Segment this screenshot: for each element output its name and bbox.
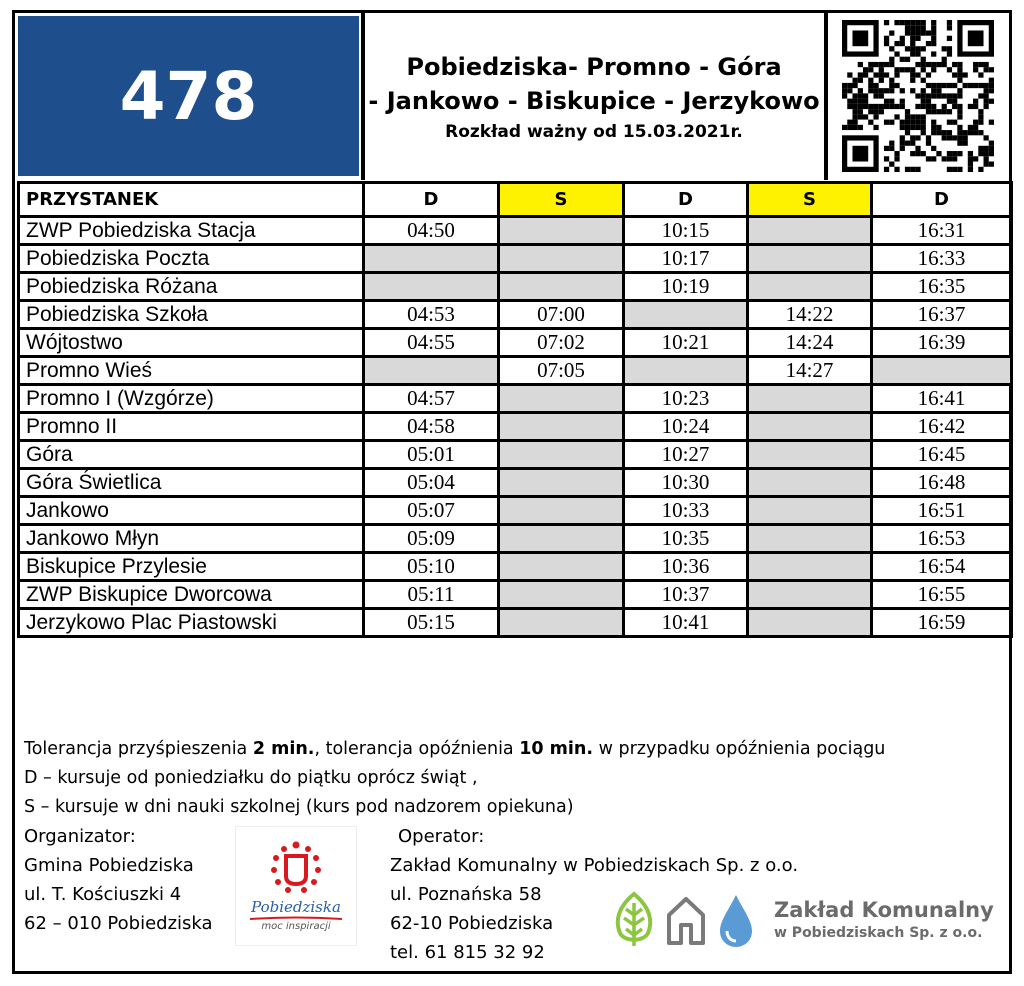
zaklad-komunalny-line2: w Pobiedziskach Sp. z o.o. [774,925,983,941]
organizer-street: ul. T. Kościuszki 4 [24,884,182,905]
course-column-header: D [364,183,499,217]
empty-time-cell [872,357,1012,385]
departure-time: 16:51 [872,497,1012,525]
operator-street: ul. Poznańska 58 [390,884,542,905]
tolerance-text: w przypadku opóźnienia pociągu [593,739,886,759]
organizer-block [24,822,213,938]
timetable-row [19,525,1012,553]
empty-time-cell [748,441,872,469]
departure-time: 04:55 [364,329,499,357]
departure-time: 10:17 [624,245,748,273]
timetable-header-row [19,183,1012,217]
stop-column-header: PRZYSTANEK [19,183,364,217]
pobiedziska-logo [235,826,357,946]
empty-time-cell [364,273,499,301]
empty-time-cell [624,301,748,329]
empty-time-cell [748,469,872,497]
departure-time: 04:57 [364,385,499,413]
stop-name: Promno I (Wzgórze) [19,385,364,413]
timetable-row [19,385,1012,413]
departure-time: 10:30 [624,469,748,497]
departure-time: 16:54 [872,553,1012,581]
route-title-line1: Pobiedziska- Promno - Góra [406,53,782,81]
departure-time: 16:35 [872,273,1012,301]
legend-s: S – kursuje w dni nauki szkolnej (kurs pod nadzorem opiekuna) [24,797,574,817]
empty-time-cell [499,245,624,273]
departure-time: 05:01 [364,441,499,469]
stop-name: Jankowo [19,497,364,525]
departure-time: 14:27 [748,357,872,385]
stop-name: Pobiedziska Poczta [19,245,364,273]
departure-time: 16:42 [872,413,1012,441]
departure-time: 10:23 [624,385,748,413]
timetable-row [19,357,1012,385]
stop-name: Wójtostwo [19,329,364,357]
stop-name: Promno Wieś [19,357,364,385]
departure-time: 05:10 [364,553,499,581]
empty-time-cell [499,553,624,581]
empty-time-cell [499,497,624,525]
departure-time: 16:33 [872,245,1012,273]
departure-time: 07:02 [499,329,624,357]
timetable-row [19,273,1012,301]
empty-time-cell [748,273,872,301]
departure-time: 14:24 [748,329,872,357]
timetable-row [19,245,1012,273]
departure-time: 04:53 [364,301,499,329]
departure-time: 05:07 [364,497,499,525]
timetable-row [19,469,1012,497]
empty-time-cell [748,497,872,525]
departure-time: 16:31 [872,217,1012,245]
zaklad-komunalny-logo [612,885,1002,955]
validity-date: Rozkład ważny od 15.03.2021r. [445,122,743,142]
empty-time-cell [748,553,872,581]
departure-time: 10:15 [624,217,748,245]
empty-time-cell [499,273,624,301]
departure-time: 16:37 [872,301,1012,329]
route-number-box [18,16,359,176]
tolerance-text: , tolerancja opóźnienia [314,739,520,759]
leaf-icon [612,891,656,949]
departure-time: 04:50 [364,217,499,245]
legend-d: D – kursuje od poniedziałku do piątku oprócz świąt , [24,768,478,788]
departure-time: 10:36 [624,553,748,581]
header-divider [824,10,828,180]
house-icon [664,891,708,949]
empty-time-cell [499,609,624,637]
stop-name: Pobiedziska Szkoła [19,301,364,329]
empty-time-cell [748,525,872,553]
departure-time: 16:53 [872,525,1012,553]
course-column-header: S [499,183,624,217]
route-number: 478 [119,57,258,135]
departure-time: 16:45 [872,441,1012,469]
route-title [366,16,822,176]
empty-time-cell [624,357,748,385]
departure-time: 16:41 [872,385,1012,413]
departure-time: 05:09 [364,525,499,553]
stop-name: Jerzykowo Plac Piastowski [19,609,364,637]
departure-time: 10:33 [624,497,748,525]
departure-time: 10:27 [624,441,748,469]
timetable-row [19,609,1012,637]
timetable-row [19,441,1012,469]
timetable-row [19,301,1012,329]
empty-time-cell [499,581,624,609]
course-column-header: D [624,183,748,217]
timetable-row [19,553,1012,581]
water-drop-icon [716,891,756,949]
empty-time-cell [499,413,624,441]
empty-time-cell [364,245,499,273]
stop-name: Góra [19,441,364,469]
departure-time: 16:39 [872,329,1012,357]
course-column-header: D [872,183,1012,217]
qr-code-icon [829,16,1007,176]
notes [24,735,1004,822]
departure-time: 16:55 [872,581,1012,609]
stop-name: ZWP Pobiedziska Stacja [19,217,364,245]
pobiedziska-emblem-icon [266,840,326,896]
timetable-row [19,329,1012,357]
departure-time: 16:48 [872,469,1012,497]
timetable-row [19,217,1012,245]
empty-time-cell [748,581,872,609]
empty-time-cell [499,525,624,553]
organizer-name: Gmina Pobiedziska [24,855,194,876]
route-title-line2: - Jankowo - Biskupice - Jerzykowo [368,87,820,115]
operator-city: 62-10 Pobiedziska [390,913,554,934]
stop-name: Pobiedziska Różana [19,273,364,301]
operator-phone: tel. 61 815 32 92 [390,942,545,963]
departure-time: 10:41 [624,609,748,637]
zaklad-komunalny-line1: Zakład Komunalny [774,898,994,922]
tolerance-text: Tolerancja przyśpieszenia [24,739,253,759]
organizer-city: 62 – 010 Pobiedziska [24,913,213,934]
departure-time: 07:05 [499,357,624,385]
departure-time: 10:21 [624,329,748,357]
timetable-row [19,497,1012,525]
empty-time-cell [748,217,872,245]
operator-label: Operator: [398,826,485,847]
departure-time: 05:15 [364,609,499,637]
empty-time-cell [748,413,872,441]
empty-time-cell [499,441,624,469]
departure-time: 10:37 [624,581,748,609]
departure-time: 14:22 [748,301,872,329]
empty-time-cell [499,385,624,413]
stop-name: Góra Świetlica [19,469,364,497]
zaklad-komunalny-name [774,897,994,943]
empty-time-cell [748,609,872,637]
timetable [17,181,1013,638]
departure-time: 07:00 [499,301,624,329]
departure-time: 16:59 [872,609,1012,637]
departure-time: 05:11 [364,581,499,609]
stop-name: Jankowo Młyn [19,525,364,553]
tolerance-acceleration: 2 min. [252,739,315,759]
pobiedziska-logo-tagline: moc inspiracji [261,921,331,932]
empty-time-cell [748,385,872,413]
departure-time: 10:24 [624,413,748,441]
course-column-header: S [748,183,872,217]
operator-name: Zakład Komunalny w Pobiedziskach Sp. z o.o. [390,855,799,876]
tolerance-delay: 10 min. [519,739,594,759]
empty-time-cell [499,469,624,497]
departure-time: 10:35 [624,525,748,553]
departure-time: 05:04 [364,469,499,497]
timetable-row [19,581,1012,609]
empty-time-cell [364,357,499,385]
stop-name: Biskupice Przylesie [19,553,364,581]
pobiedziska-logo-name: Pobiedziska [251,898,341,916]
stop-name: ZWP Biskupice Dworcowa [19,581,364,609]
empty-time-cell [499,217,624,245]
stop-name: Promno II [19,413,364,441]
empty-time-cell [748,245,872,273]
header-divider [361,10,365,180]
tolerance-note [24,735,1004,764]
organizer-label: Organizator: [24,826,136,847]
timetable-row [19,413,1012,441]
departure-time: 04:58 [364,413,499,441]
departure-time: 10:19 [624,273,748,301]
